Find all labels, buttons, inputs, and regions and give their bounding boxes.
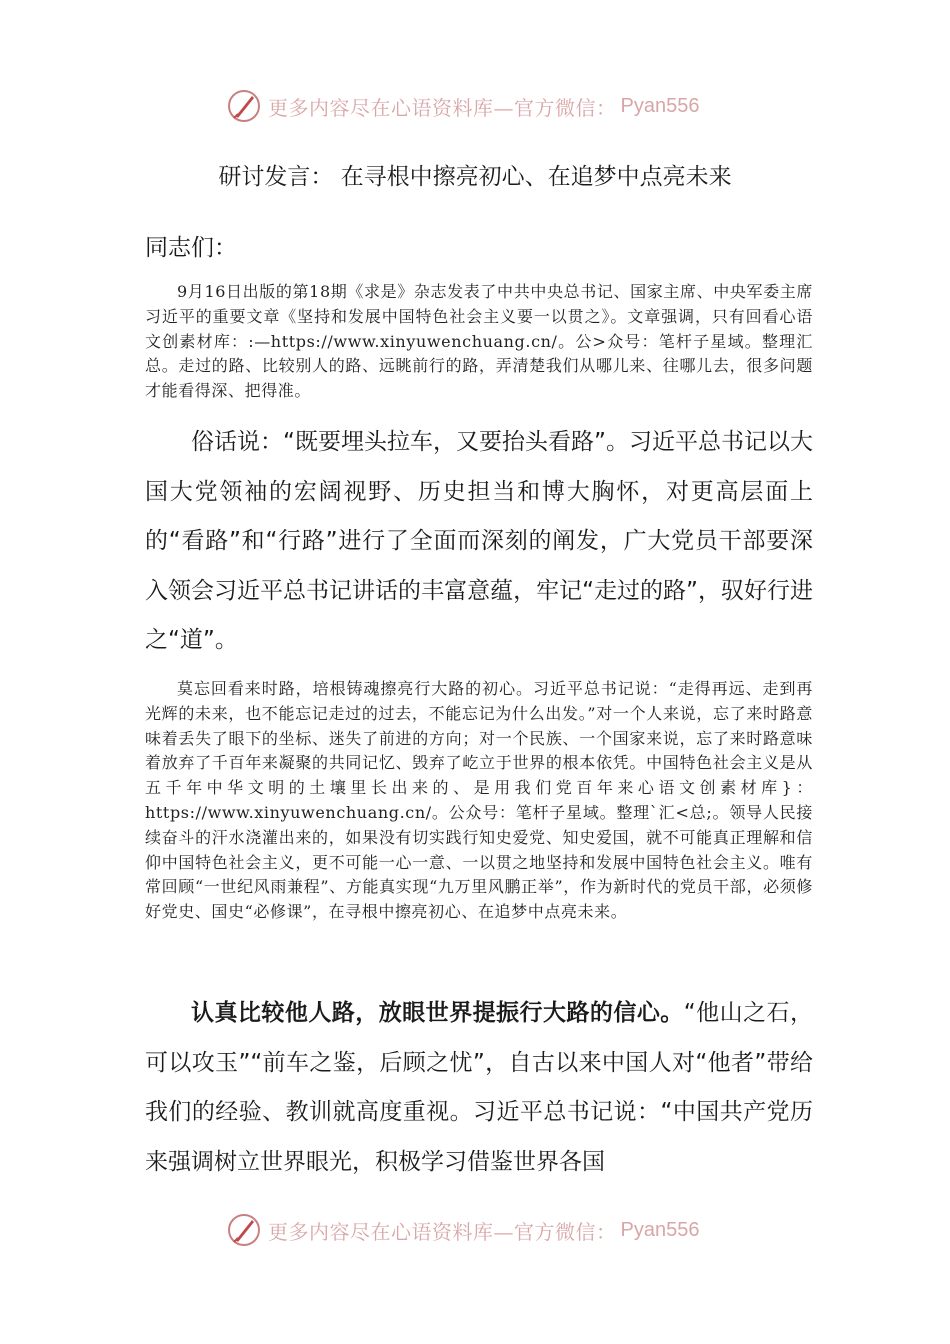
salutation: 同志们： — [145, 235, 237, 261]
paragraph-compare-heading: 认真比较他人路，放眼世界提振行大路的信心。 — [191, 1000, 684, 1026]
quill-logo-icon — [226, 88, 262, 124]
paragraph-compare-body: “他山之石，可以攻玉”“前车之鉴，后顾之忧”，自古以来中国人对“他者”带给我们的经验、教训就高度重视。习近平总书记说：“中国共产党历来强调树立世界眼光，积极学习借鉴世界各国 — [145, 1000, 814, 1175]
watermark-handle: Pyan556 — [620, 94, 700, 117]
paragraph-compare — [145, 989, 813, 1187]
watermark-header — [226, 84, 699, 128]
watermark-text: 更多内容尽在心语资料库—官方微信： — [268, 95, 617, 120]
paragraph-look-road: 俗话说：“既要埋头拉车，又要抬头看路”。习近平总书记以大国大党领袖的宏阔视野、历史担当和博大胸怀，对更高层面上的“看路”和“行路”进行了全面而深刻的阐发，广大党员干部要深入领会习近平总书记讲话的丰富意蕴，牢记“走过的路”，驭好行进之“道”。 — [145, 429, 813, 654]
paragraph-origin: 莫忘回看来时路，培根铸魂擦亮行大路的初心。习近平总书记说：“走得再远、走到再光辉的未来，也不能忘记走过的过去，不能忘记为什么出发。”对一个人来说，忘了来时路意味着丢失了眼下的坐标、迷失了前进的方向；对一个民族、一个国家来说，忘了来时路意味着放弃了千百年来凝聚的共同记忆、毁弃了屹立于世界的根本依凭。中国特色社会主义是从五千年中华文明的土壤里长出来的、是用我们党百年来心语文创素材库}：https://www.xinyuwenchuang.cn/。公众号：笔杆子星域。整理`汇<总;。领导人民接续奋斗的汗水浇灌出来的，如果没有切实践行知史爱党、知史爱国，就不可能真正理解和信仰中国特色社会主义，更不可能一心一意、一以贯之地坚持和发展中国特色社会主义。唯有常回顾“一世纪风雨兼程”、方能真实现“九万里风鹏正举”，作为新时代的党员干部，必须修好党史、国史“必修课”，在寻根中擦亮初心、在追梦中点亮未来。 — [145, 679, 813, 922]
watermark-handle: Pyan556 — [620, 1218, 700, 1241]
watermark-text: 更多内容尽在心语资料库—官方微信： — [268, 1219, 617, 1244]
paragraph-intro: 9月16日出版的第18期《求是》杂志发表了中共中央总书记、国家主席、中央军委主席习近平的重要文章《坚持和发展中国特色社会主义要一以贯之》。文章强调，只有回看心语文创素材库：:—https://www.xinyuwenchuang.cn/。公>众号：笔杆子星域。整理汇总。走过的路、比较别人的路、远眺前行的路，弄清楚我们从哪儿来、往哪儿去，很多问题才能看得深、把得准。 — [145, 282, 813, 401]
quill-logo-icon — [226, 1212, 262, 1248]
document-title: 研讨发言： 在寻根中擦亮初心、在追梦中点亮未来 — [218, 164, 732, 190]
watermark-footer — [226, 1208, 699, 1252]
